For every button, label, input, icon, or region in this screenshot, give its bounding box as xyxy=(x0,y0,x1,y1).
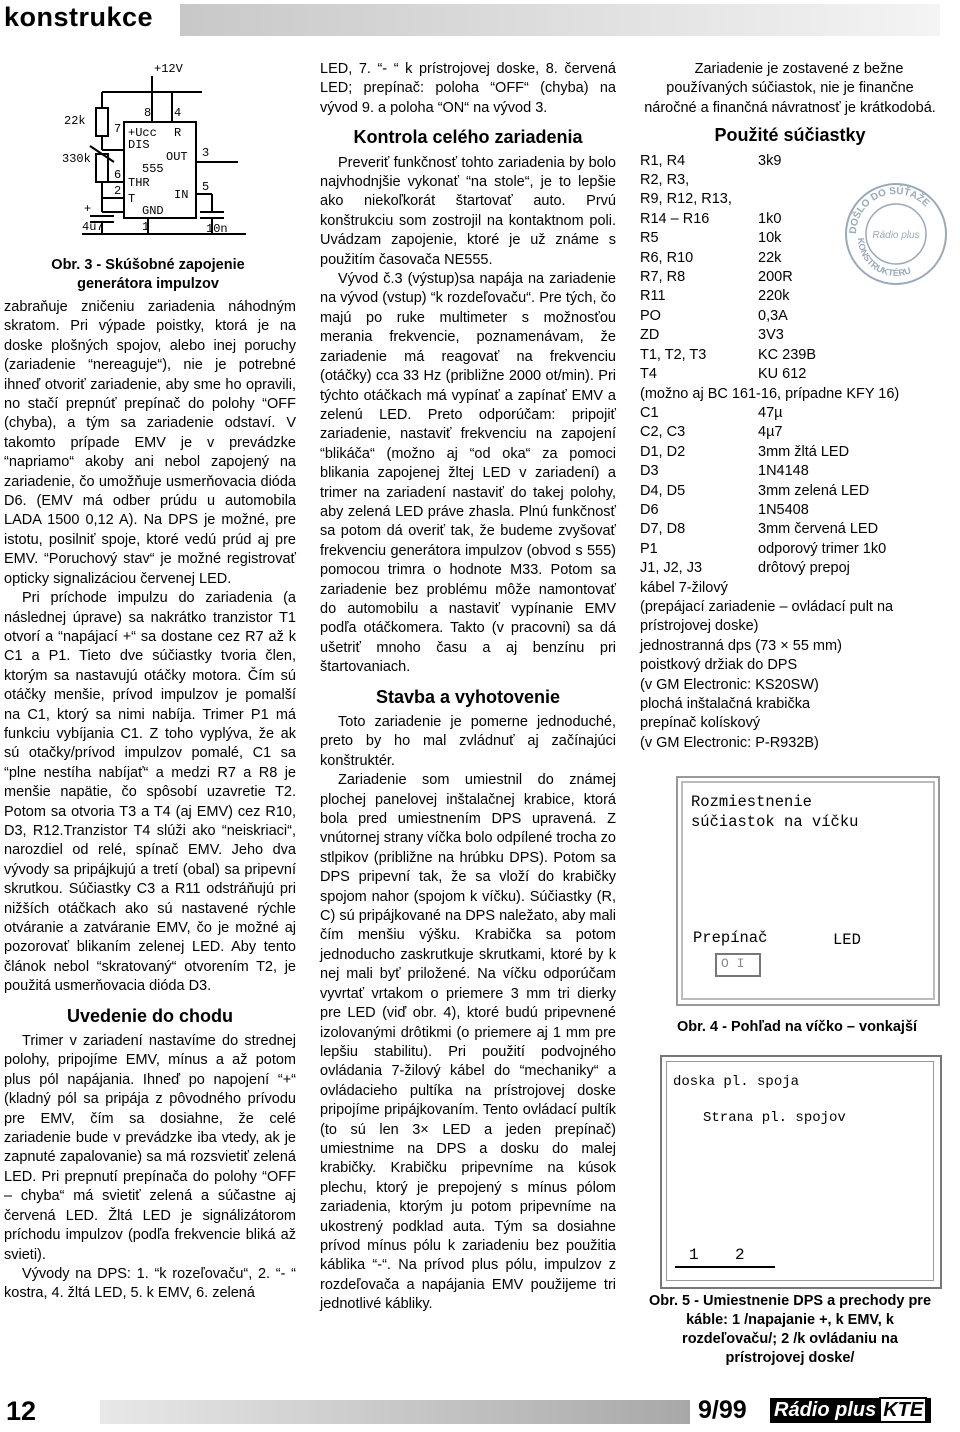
parts-row xyxy=(640,287,940,306)
pin-number: 3 xyxy=(202,146,210,160)
part-value: 47µ xyxy=(758,404,783,421)
parts-list xyxy=(640,404,940,579)
footer-bar xyxy=(100,1400,690,1424)
part-designator: R11 xyxy=(640,288,666,305)
parts-extra-line: (v GM Electronic: P-R932B) xyxy=(640,734,819,751)
pin-number: 7 xyxy=(114,122,122,136)
paragraph: zabraňuje zničeniu zariadenia náhodným skratom. Pri výpade poistky, ktorá je na doske plošných spojov, alebo inej poruchy (zariadenie “nereaguje“), nie je potrebné ihneď otvoriť zariadenie, aby sme ho opravili, no stačí prepnúť prepínač do polohy “OFF (chyba), a tým sa zariadenie odstaví. V takomto prípade EMV je v prevádzke “napriamo“ akoby ani nebol zapojený na zariadenie, čo umožňuje usmerňovacia dióda D6. (EMV má odber prúdu u automobila LADA 1500 0,12 A). Na DPS je možné, pre istotu, posilniť spoje, ktoré vedú prúd aj pre EMV. “Poruchový stav“ je možné registrovať opticky signalizáciou červenej LED. xyxy=(4,299,296,587)
part-designator: ZD xyxy=(640,327,660,344)
pin-label: DIS xyxy=(128,138,150,152)
page-footer xyxy=(0,1392,960,1432)
paragraph: Vývod č.3 (výstup)sa napája na zariadenie na vývod (vstup) “k rozdeľovaču“. Pre tých, čo majú po ruke multimeter s možnosťou merania frekvencie, poznamenávam, že zariadenie má reagovať na frekvenciu (otáčky) cca 33 Hz (približne 2000 ot/min). Pri týchto otáčkach má vypínať a zapínať EMV a zelenú LED. Preto odporúčam: pripojiť zariadenie, nastaviť frekvenciu na zapojení “blikáča“ (možno aj “od oka“ za pomoci blikania zapojenej žltej LED v zariadení) a trimer na zariadení nastaviť do takej polohy, aby zelená LED práve zhasla. Plnú funkčnosť sa potom dá overiť tak, že budeme zvyšovať frekvenciu generátora impulzov (obvod s 555) pomocou trimra o hodnote M33. Potom sa zariadenie bez problému môže namontovať do automobilu a nastaviť vypínanie EMV podľa otáčkomera. Takto (v pracovni) sa dá ušetriť mnoho času a aj benzínu pri štartovaniach. xyxy=(320,271,616,676)
plus-mark: + xyxy=(84,202,92,216)
part-designator: J1, J2, J3 xyxy=(640,560,703,577)
paragraph: Toto zariadenie je pomerne jednoduché, preto by ho mal zvládnuť aj začínajúci konštruktér. xyxy=(320,714,616,769)
parts-extra-line: plochá inštalačná krabička xyxy=(640,696,811,712)
parts-note: (možno aj BC 161-16, prípadne KFY 16) xyxy=(640,385,900,402)
svg-text:DOŠLO DO SÚŤAŽE xyxy=(848,184,932,234)
paragraph: Zariadenie je zostavené z bežne používaných súčiastok, nie je finančne náročné a finančná návratnosť je krátkodobá. xyxy=(644,61,936,116)
part-designator: PO xyxy=(640,307,661,324)
switch-label: Prepínač xyxy=(693,929,768,947)
pin-number: 5 xyxy=(202,180,210,194)
part-value: 0,3A xyxy=(758,307,788,324)
parts-row xyxy=(640,152,940,171)
parts-extra xyxy=(640,579,940,754)
brand-logo xyxy=(770,1398,931,1423)
brand-kte: KTE xyxy=(879,1397,927,1423)
part-designator: P1 xyxy=(640,540,658,557)
part-designator: D4, D5 xyxy=(640,482,686,499)
part-value: 200R xyxy=(758,269,793,286)
chip-label: 555 xyxy=(142,162,164,176)
fig3-caption: Obr. 3 - Skúšobné zapojenie generátora impulzov xyxy=(51,257,245,292)
paragraph: Trimer v zariadení nastavíme do strednej polohy, pripojíme EMV, mínus a až potom plus pól napájania. Ihneď po napojení “+“ (kladný pól sa pripája z pôvodného prívodu pre EMV, čím sa dosiahne, že celé zariadenie bude v prevádzke iba vtedy, ak je zapnuté zapalovanie) sa má rozsvietiť zelená LED. Pri prepnutí prepínača do polohy “OFF – chyba“ má svietiť zelená a súčastne aj červená LED. Žltá LED je signálizátorom príchodu impulzov (podľa frekvencie bliká až svieti). xyxy=(4,1033,296,1263)
parts-row xyxy=(640,559,940,578)
part-value: 3k9 xyxy=(758,152,782,169)
part-designator: T4 xyxy=(640,366,657,383)
part-value: 4µ7 xyxy=(758,424,783,441)
pin-label: IN xyxy=(174,188,189,202)
part-value: odporový trimer 1k0 xyxy=(758,540,887,557)
parts-extra-line: prepínač kolískový xyxy=(640,715,761,732)
lid-figure xyxy=(676,776,940,1006)
part-value: KC 239B xyxy=(758,346,817,363)
parts-row xyxy=(640,404,940,423)
part-value: 10k xyxy=(758,230,782,247)
page-number: 12 xyxy=(6,1396,37,1426)
part-value: 3mm zelená LED xyxy=(758,482,870,499)
pcb-line1: doska pl. spoja xyxy=(673,1074,800,1090)
column-3 xyxy=(640,60,940,753)
heading-stavba: Stavba a vyhotovenie xyxy=(375,686,561,707)
pcb-board xyxy=(666,1061,934,1281)
parts-row xyxy=(640,365,940,384)
pin-number: 2 xyxy=(114,184,122,198)
stamp-text: DOŠLO DO SÚŤAŽE xyxy=(847,185,932,235)
issue-number: 9/99 xyxy=(698,1396,747,1424)
heading-kontrola: Kontrola celého zariadenia xyxy=(353,127,583,148)
lid-line2: súčiastok na víčku xyxy=(691,813,859,831)
pot-label: 330k xyxy=(62,152,91,166)
paragraph xyxy=(4,1265,296,1304)
pin-label: THR xyxy=(128,176,150,190)
part-designator: R7, R8 xyxy=(640,269,686,286)
contest-stamp xyxy=(842,180,950,288)
pcb-pin-2: 2 xyxy=(735,1246,745,1264)
switch-marks: O I xyxy=(721,956,745,971)
parts-row xyxy=(640,482,940,501)
parts-row xyxy=(640,462,940,481)
parts-extra-line: kábel 7-žilový xyxy=(640,579,728,596)
stamp-bottom: KONSTRUKTÉRU xyxy=(855,237,913,279)
fig5-caption: Obr. 5 - Umiestnenie DPS a prechody pre káble: 1 /napajanie +, k EMV, k rozdeľovaču/; 2 /k ovládaniu na prístrojovej doske/ xyxy=(648,1293,932,1366)
part-designator: D7, D8 xyxy=(640,521,686,538)
pin-number: 8 xyxy=(144,106,152,120)
pins-list: 1. “k rozeľovaču“, 2. “- “ kostra, 4. žltá LED, 5. k EMV, 6. zelená xyxy=(4,1265,296,1302)
part-designator: R6, R10 xyxy=(640,249,694,266)
part-designator: R9, R12, R13, xyxy=(640,191,732,208)
part-designator: R14 – R16 xyxy=(640,210,710,227)
column-2 xyxy=(320,60,616,1315)
parts-row xyxy=(640,423,940,442)
pcb-pin-1: 1 xyxy=(689,1246,699,1264)
header-bar xyxy=(180,4,940,36)
pcb-figure xyxy=(660,1055,942,1289)
part-designator: D6 xyxy=(640,501,659,518)
parts-extra-line: (prepájací zariadenie – ovládací pult na prístrojovej doske) xyxy=(640,598,894,635)
part-designator: R5 xyxy=(640,230,659,247)
parts-extra-line: (v GM Electronic: KS20SW) xyxy=(640,676,819,693)
section-title: konstrukce xyxy=(4,2,154,32)
parts-extra-line: poistkový držiak do DPS xyxy=(640,657,798,674)
lid-line1: Rozmiestnenie xyxy=(691,793,812,811)
lid-panel xyxy=(681,781,935,1000)
parts-row xyxy=(640,540,940,559)
pin-label: GND xyxy=(142,204,164,218)
pins-intro: Vývody na DPS: xyxy=(22,1265,137,1282)
pcb-line2: Strana pl. spojov xyxy=(703,1110,846,1126)
column-1 xyxy=(4,298,296,1304)
generator-schematic xyxy=(62,62,252,240)
part-designator: D3 xyxy=(640,463,659,480)
part-value: 3V3 xyxy=(758,327,784,344)
pin-number: 1 xyxy=(142,220,150,234)
switch-shape xyxy=(715,953,761,977)
part-value: KU 612 xyxy=(758,366,807,383)
part-designator: R1, R4 xyxy=(640,152,686,169)
part-designator: D1, D2 xyxy=(640,443,686,460)
pin-label: R xyxy=(174,126,182,140)
cap-right-label: 10n xyxy=(206,222,228,236)
parts-row xyxy=(640,307,940,326)
pin-label: T xyxy=(128,192,136,206)
pcb-edge xyxy=(675,1266,775,1268)
r-top-label: 22k xyxy=(64,114,86,128)
part-value: 22k xyxy=(758,249,782,266)
led-label: LED xyxy=(833,931,861,949)
brand-name: Rádio plus xyxy=(774,1399,877,1421)
paragraph: Pri príchode impulzu do zariadenia (a následnej úprave) sa nakrátko tranzistor T1 otvorí a “napájací +“ sa dostane cez R7 až k C1 a P1. Tieto dve súčiastky tvoria člen, ktorým sa nastavujú otáčky motora. Čím sú otáčky menšie, prívod impulzov je pomalší na C1, ktorý sa nimi nabíja. Trimer P1 má funkciu vybíjania C1. Z toho vyplýva, že ak sú otačky/prívod impulzov pomalé, C1 sa “plne nestíha nabíjať“ a medzi R7 a R8 je menšie napätie, čo spôsobí uzavretie T2. Potom sa otvoria T3 a T4 (aj EMV) cez R10, D3, R12.Tranzistor T4 slúži ako “neiskriaci“, narozdiel od relé, spínač EMV. Jeho dva vývody sa pripájkujú a tretí (obal) sa pripevní skrutkou. Súčiastky C3 a R11 odstráňujú pri nižších otáčkach ako sú nastavené rýchle otváranie a zatváranie EMV, čo je možné aj pozorovať blikaním zelenej LED. Aby tento článok nebol “skratovaný“ otvorením T2, je použitá usmerňovacia dióda D3. xyxy=(4,590,296,995)
pin-label: +Ucc xyxy=(128,126,157,140)
page-header xyxy=(0,0,960,38)
supply-label: +12V xyxy=(154,62,183,76)
part-designator: C2, C3 xyxy=(640,424,686,441)
parts-row xyxy=(640,520,940,539)
part-designator: R2, R3, xyxy=(640,172,690,189)
paragraph: LED, 7. “- “ k prístrojovej doske, 8. červená LED; prepínač: poloha “OFF“ (chyba) na vývod 9. a poloha “ON“ na vývod 3. xyxy=(320,61,616,116)
stamp-inner: Rádio plus xyxy=(872,230,920,241)
parts-heading: Použité súčiastky xyxy=(714,125,866,146)
parts-row xyxy=(640,443,940,462)
part-value: drôtový prepoj xyxy=(758,560,850,577)
pin-label: OUT xyxy=(166,150,188,164)
pin-number: 6 xyxy=(114,168,122,182)
part-value: 3mm červená LED xyxy=(758,521,879,538)
part-value: 1k0 xyxy=(758,210,782,227)
part-value: 3mm žltá LED xyxy=(758,443,850,460)
paragraph: Zariadenie som umiestnil do známej plochej panelovej inštalačnej krabice, ktorá bola pred umiestnením DPS upravená. Z vnútornej strany víčka bolo odpílené trocha zo stlpikov (približne na hrúbku DPS). Potom sa DPS pripevní tak, že sa vloží do krabičky spojom nahor (spojom k víčku). Súčiastky (R, C) sú pripájkované na DPS naležato, aby mali čím menšiu výšku. Krabička sa potom jednoducho zaskrutkuje skrutkami, ktoré by k nej mali byť priložené. Na víčku odporúčam vyvrtať vrtakom o priemere 3 mm tri dierky pre LED (viď obr. 4), ktoré budú pripevnené izolovanými drôtikmi (o priemere aj 1 mm pre lepšiu stabilitu). Pri použití podvojného ovládania 7-žilový kábel do “mechaniky“ a ovládacieho pultíka na prístrojovej doske pripojíme pripájkovaním. Tento ovládací pultík (to sú len 3× LED a jeden prepínač) umiestnime na DPS a dosku do malej krabičky. Krabičku pripevníme na kúsok plechu, ktorý je prepojený s mínus pólom zariadenia, ktorým ju potom pripevníme na ukostrený podklad auta. Tým sa dosiahne prívod mínus pólu k zariadeniu bez použitia káblika “-“. Na prívod plus pólu, impulzov z rozdeľovača a napájania EMV použijeme tri jednotlivé kábliky. xyxy=(320,772,616,1313)
paragraph: Preveriť funkčnosť tohto zariadenia by bolo najvhodnjšie vykonať “na stole“, je to lepšie ako niekoľkorát štartovať auto. Prvú konštrukciu som zostrojil na kontaktnom poli. Uvádzam zapojenie, ktoré je už známe s použitím časovača NE555. xyxy=(320,154,616,268)
parts-row xyxy=(640,501,940,520)
part-designator: T1, T2, T3 xyxy=(640,346,707,363)
parts-row xyxy=(640,326,940,345)
cap-left-label: 4u7 xyxy=(82,220,104,234)
fig4-caption: Obr. 4 - Pohľad na víčko – vonkajší xyxy=(676,1019,918,1035)
parts-extra-line: jednostranná dps (73 × 55 mm) xyxy=(640,637,842,654)
parts-row xyxy=(640,346,940,365)
heading-uvedenie: Uvedenie do chodu xyxy=(66,1005,234,1026)
part-value: 220k xyxy=(758,288,790,305)
part-value: 1N4148 xyxy=(758,463,809,480)
part-value: 1N5408 xyxy=(758,501,809,518)
pin-number: 4 xyxy=(174,106,182,120)
part-designator: C1 xyxy=(640,404,659,421)
